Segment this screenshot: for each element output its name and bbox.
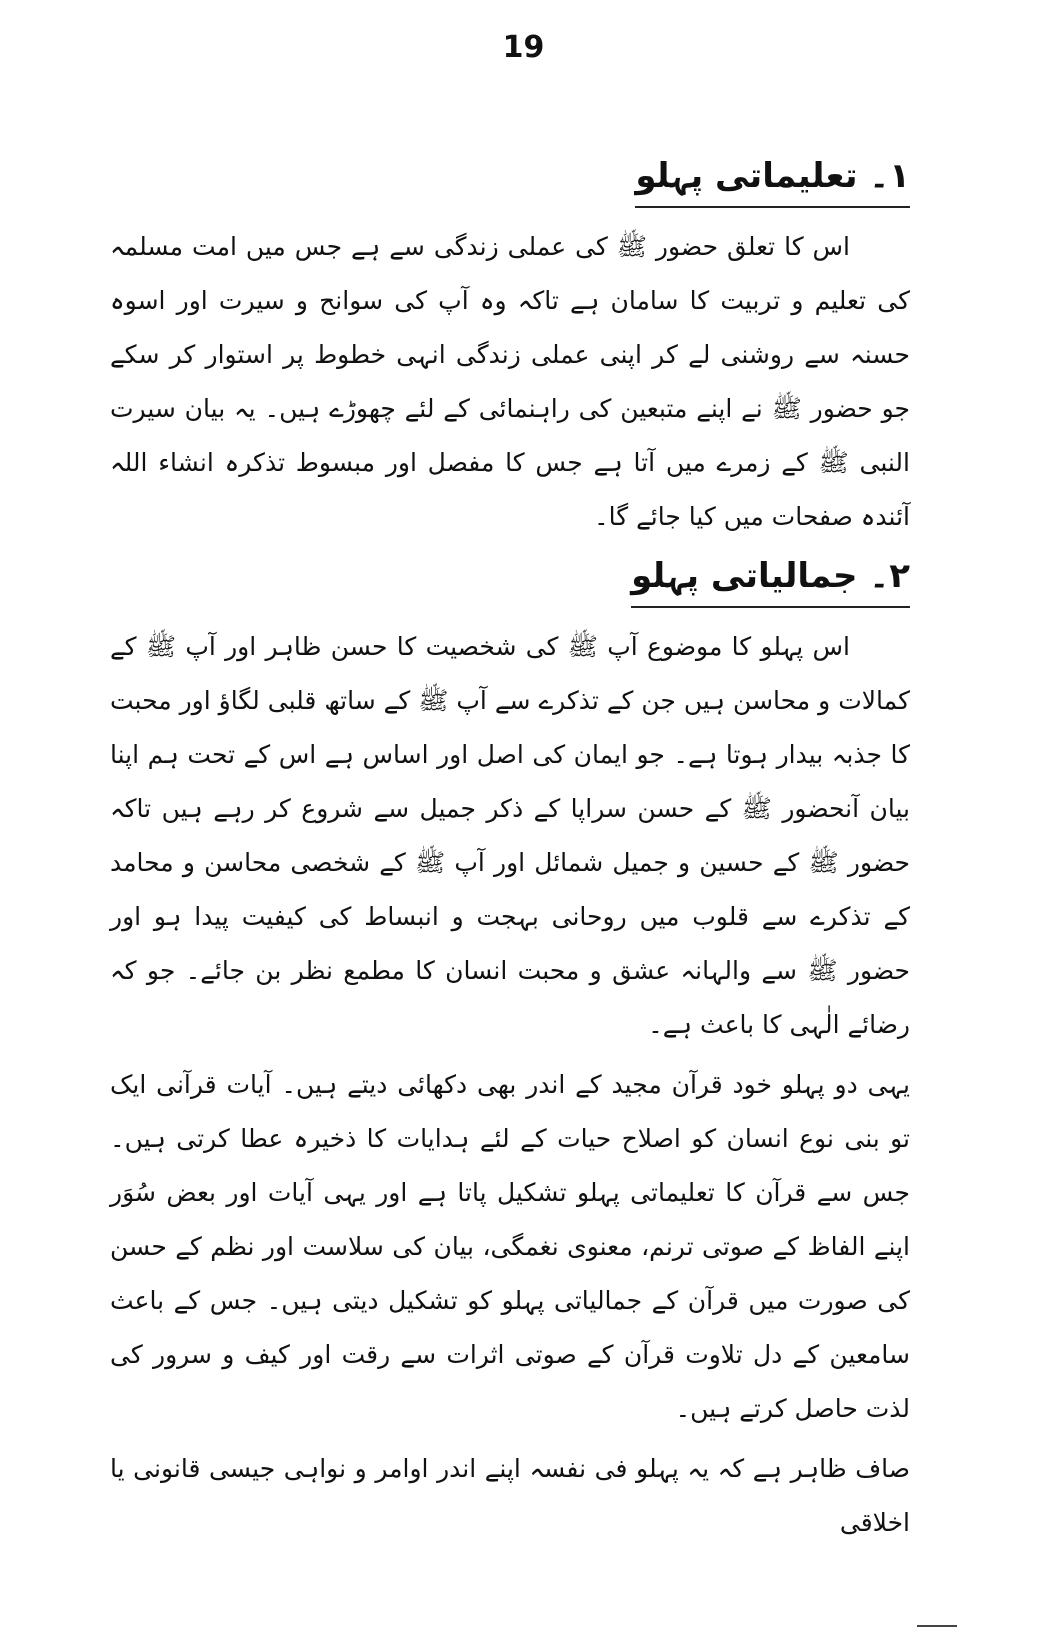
section-heading-jamaliyati: ۲۔ جمالیاتی پہلو [631, 550, 910, 608]
body-paragraph-conclusion: صاف ظاہر ہے کہ یہ پہلو فی نفسہ اپنے اندر اوامر و نواہی جیسی قانونی یا اخلاقی [110, 1454, 910, 1537]
page-content [110, 150, 910, 1550]
section-paragraph-taleemati: اس کا تعلق حضور ﷺ کی عملی زندگی سے ہے جس میں امت مسلمہ کی تعلیم و تربیت کا سامان ہے تاکہ وہ آپ کی سوانح و سیرت اور اسوہ حسنہ سے روشنی لے کر اپنی عملی زندگی انہی خطوط پر استوار کر سکے جو حضور ﷺ نے اپنے متبعین کی راہنمائی کے لئے چھوڑے ہیں۔ یہ بیان سیرت النبی ﷺ کے زمرے میں آتا ہے جس کا مفصل اور مبسوط تذکرہ انشاء اللہ آئندہ صفحات میں کیا جائے گا۔ [110, 232, 910, 531]
section-heading-taleemati: ۱۔ تعلیماتی پہلو [635, 150, 910, 208]
section-1 [110, 150, 910, 208]
page-number: 19 [502, 30, 545, 65]
body-paragraph-quran: یہی دو پہلو خود قرآن مجید کے اندر بھی دکھائی دیتے ہیں۔ آیات قرآنی ایک تو بنی نوع انسان کو اصلاح حیات کے لئے ہدایات کا ذخیرہ عطا کرتی ہیں۔ جس سے قرآن کا تعلیماتی پہلو تشکیل پاتا ہے اور یہی آیات اور بعض سُوَر اپنے الفاظ کے صوتی ترنم، معنوی نغمگی، بیان کی سلاست اور نظم کے حسن کی صورت میں قرآن کے جمالیاتی پہلو کو تشکیل دیتی ہیں۔ جس کے باعث سامعین کے دل تلاوت قرآن کے صوتی اثرات سے رقت اور کیف و سرور کی لذت حاصل کرتے ہیں۔ [110, 1070, 910, 1423]
section-paragraph-jamaliyati: اس پہلو کا موضوع آپ ﷺ کی شخصیت کا حسن ظاہر اور آپ ﷺ کے کمالات و محاسن ہیں جن کے تذکرے سے آپ ﷺ کے ساتھ قلبی لگاؤ اور محبت کا جذبہ بیدار ہوتا ہے۔ جو ایمان کی اصل اور اساس ہے اس کے تحت ہم اپنا بیان آنحضور ﷺ کے حسن سراپا کے ذکر جمیل سے شروع کر رہے ہیں تاکہ حضور ﷺ کے حسین و جمیل شمائل اور آپ ﷺ کے شخصی محاسن و محامد کے تذکرے سے قلوب میں روحانی بہجت و انبساط کی کیفیت پیدا ہو اور حضور ﷺ سے والہانہ عشق و محبت انسان کا مطمع نظر بن جائے۔ جو کہ رضائے الٰہی کا باعث ہے۔ [110, 632, 910, 1039]
section-2 [110, 550, 910, 608]
page-corner-mark [917, 1625, 957, 1627]
